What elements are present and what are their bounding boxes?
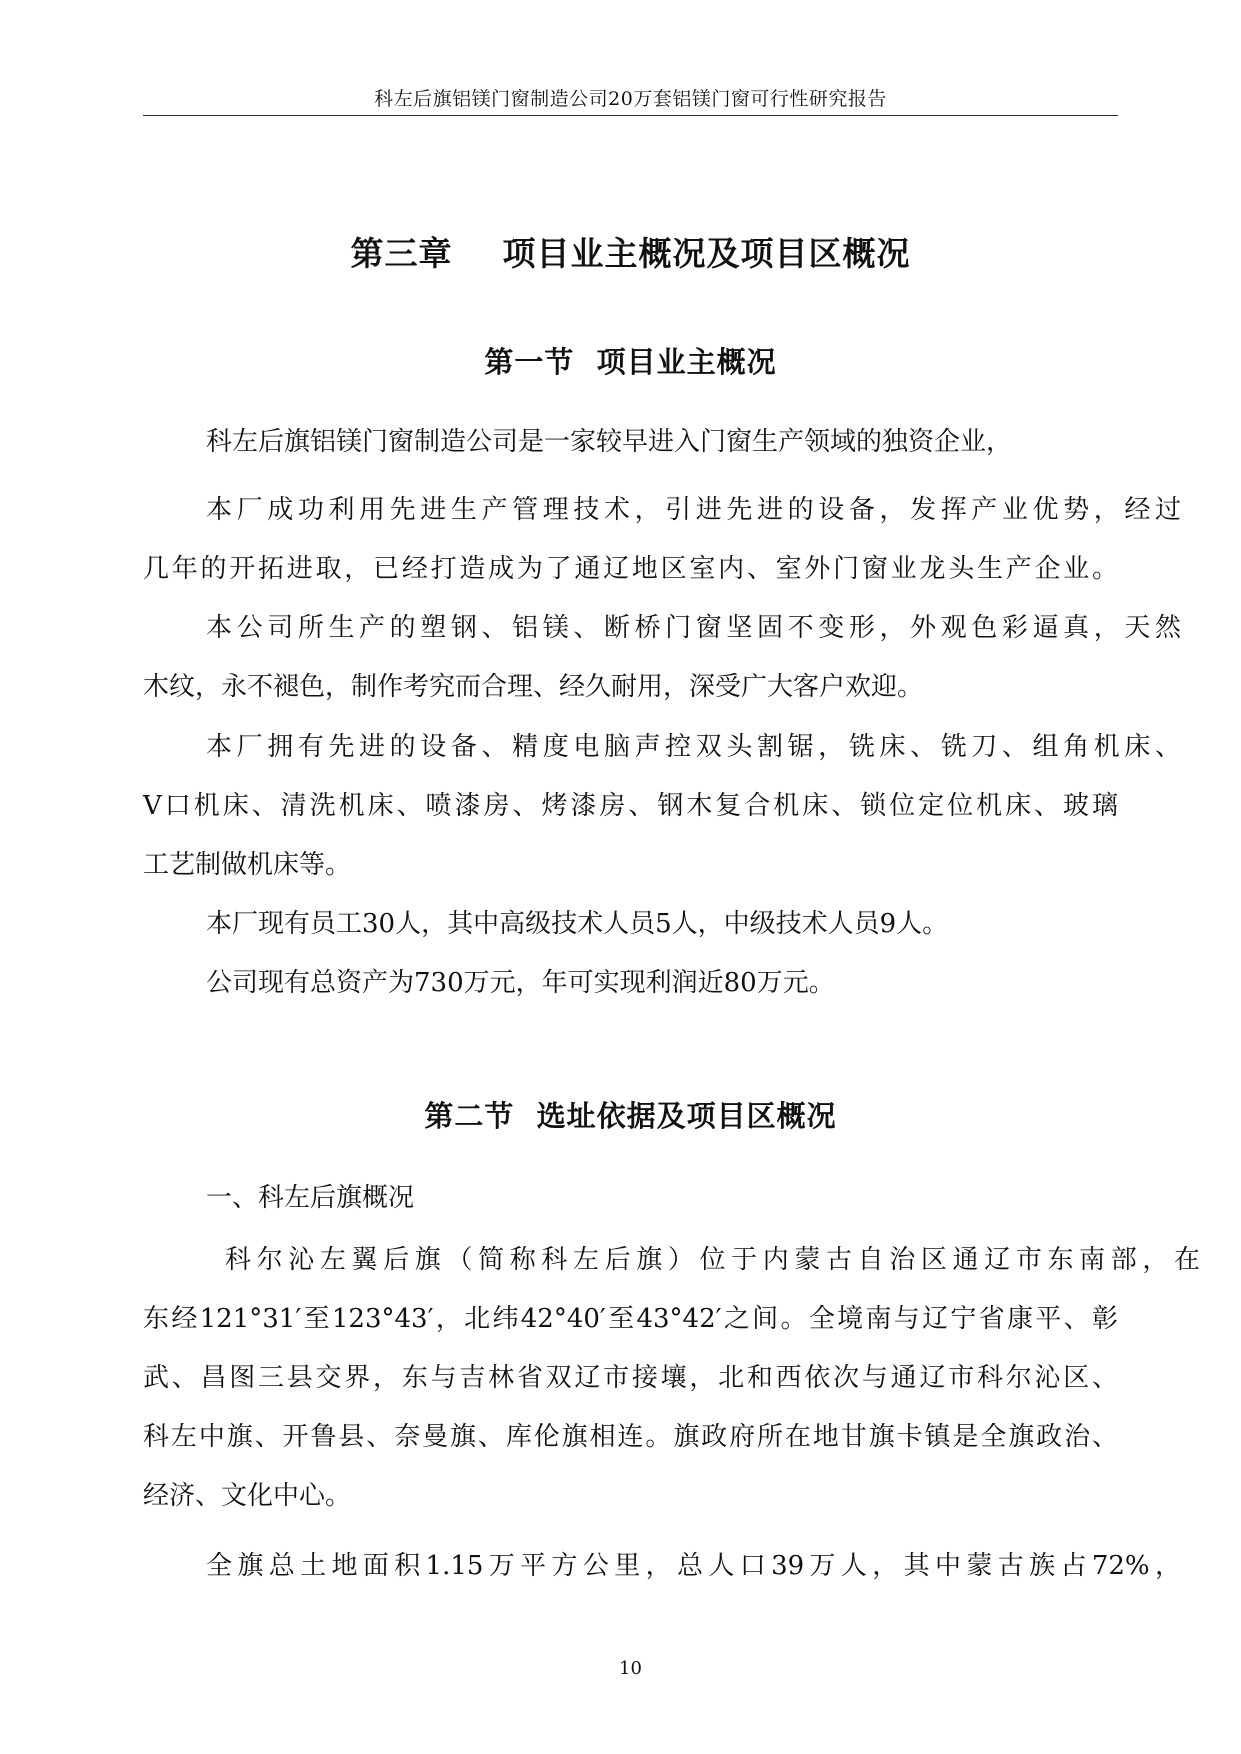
paragraph-line: V口机床、清洗机床、喷漆房、烤漆房、钢木复合机床、锁位定位机床、玻璃 [143,791,1118,821]
page-number: 10 [619,1658,642,1679]
section-title-2: 第二节 选址依据及项目区概况 [424,1099,837,1133]
subheading: 一、科左后旗概况 [206,1183,415,1213]
paragraph-line: 科左后旗铝镁门窗制造公司是一家较早进入门窗生产领域的独资企业， [206,427,1013,457]
paragraph-line: 本厂现有员工30人，其中高级技术人员5人，中级技术人员9人。 [206,909,949,939]
paragraph-line: 科左中旗、开鲁县、奈曼旗、库伦旗相连。旗政府所在地甘旗卡镇是全旗政治、 [143,1422,1118,1452]
paragraph-line: 全旗总土地面积1.15万平方公里，总人口39万人，其中蒙古族占72%， [206,1551,1181,1581]
paragraph-line: 几年的开拓进取，已经打造成为了通辽地区室内、室外门窗业龙头生产企业。 [143,554,1118,584]
paragraph-line: 东经121°31′至123°43′，北纬42°40′至43°42′之间。全境南与辽宁省康平、彰 [143,1304,1118,1334]
header-rule [143,115,1118,116]
paragraph-line: 本厂拥有先进的设备、精度电脑声控双头割锯，铣床、铣刀、组角机床、 [206,732,1181,762]
paragraph-line: 科尔沁左翼后旗（简称科左后旗）位于内蒙古自治区通辽市东南部，在 [225,1245,1200,1275]
paragraph-line: 本公司所生产的塑钢、铝镁、断桥门窗坚固不变形，外观色彩逼真，天然 [206,613,1181,643]
paragraph-line: 武、昌图三县交界，东与吉林省双辽市接壤，北和西依次与通辽市科尔沁区、 [143,1363,1118,1393]
paragraph-line: 公司现有总资产为730万元，年可实现利润近80万元。 [206,968,835,998]
paragraph-line: 经济、文化中心。 [143,1481,352,1511]
paragraph-line: 本厂成功利用先进生产管理技术，引进先进的设备，发挥产业优势，经过 [206,495,1181,525]
paragraph-line: 木纹，永不褪色，制作考究而合理、经久耐用，深受广大客户欢迎。 [143,672,924,702]
paragraph-line: 工艺制做机床等。 [143,850,352,880]
section-title-1: 第一节 项目业主概况 [484,345,777,379]
chapter-title: 第三章 项目业主概况及项目区概况 [350,234,911,273]
running-header: 科左后旗铝镁门窗制造公司20万套铝镁门窗可行性研究报告 [374,88,887,110]
